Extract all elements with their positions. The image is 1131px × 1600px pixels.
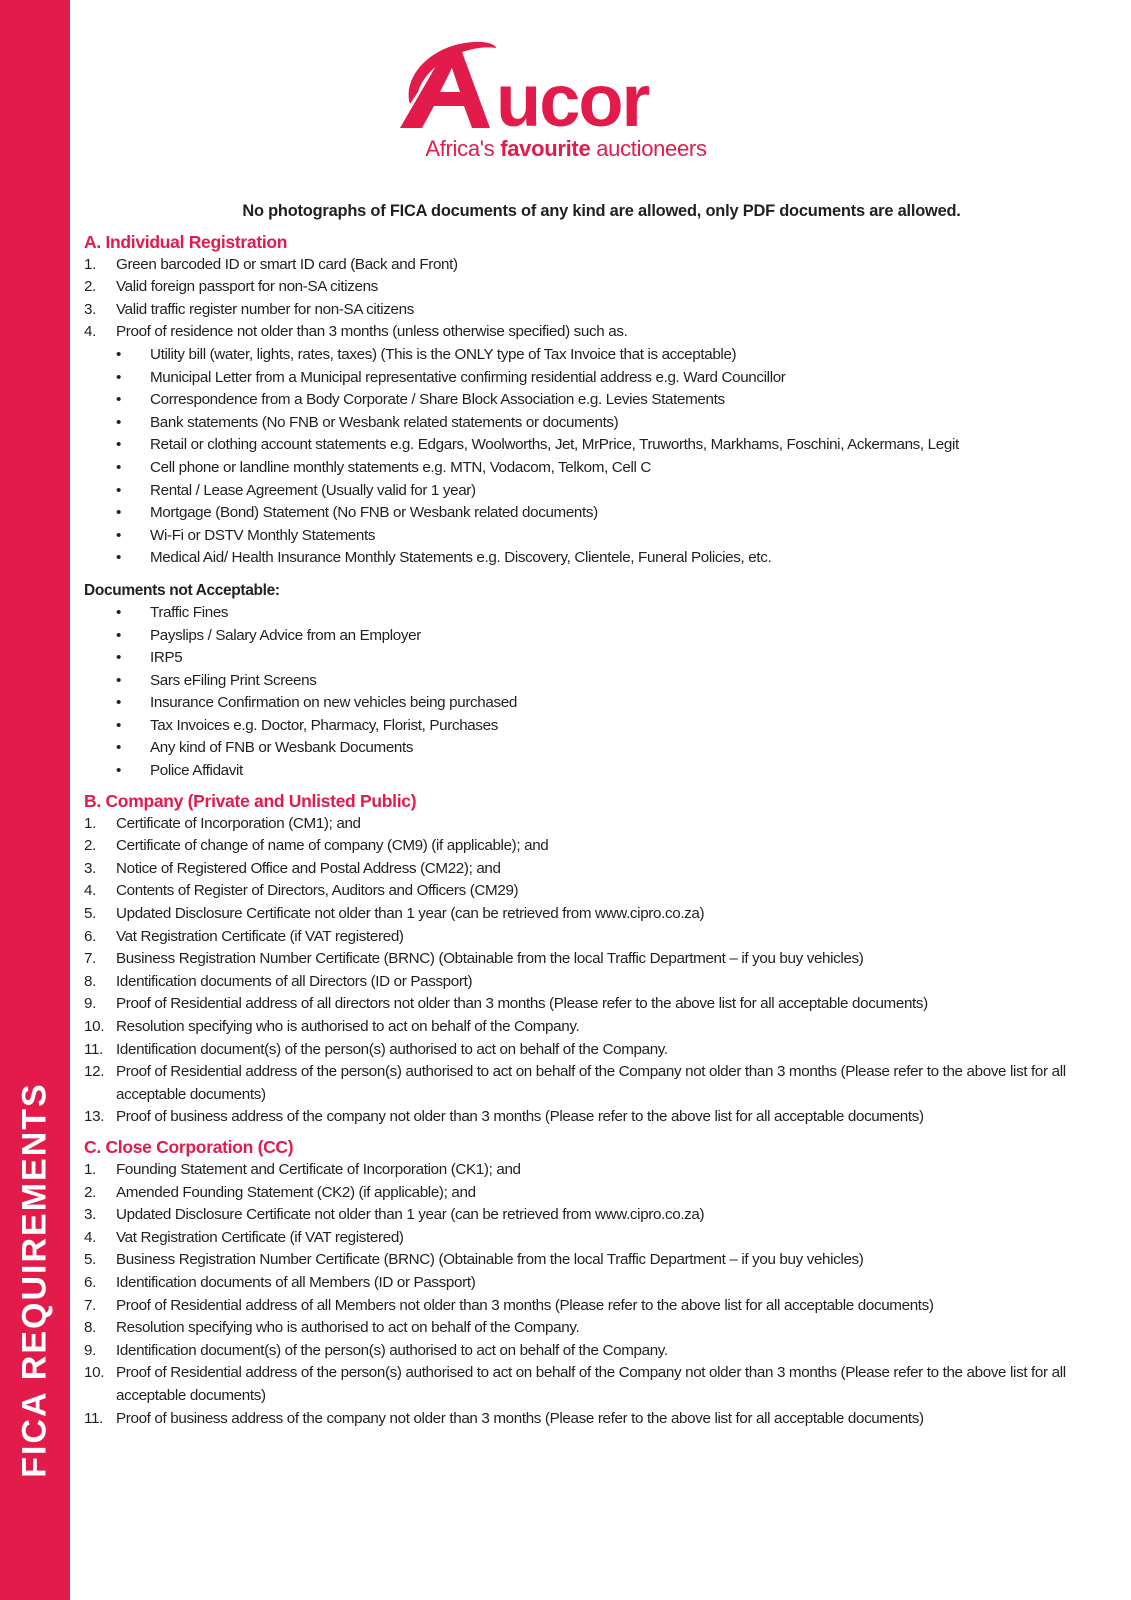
item-text: Updated Disclosure Certificate not older than 1 year (can be retrieved from www.cipro.co.za) (116, 905, 705, 923)
item-text: Notice of Registered Office and Postal Address (CM22); and (116, 859, 501, 877)
logo-wordmark: ucor (496, 59, 649, 142)
list-item (84, 715, 1119, 738)
list-item (84, 1204, 1119, 1227)
bullet-icon: • (116, 458, 121, 476)
list-item (84, 1227, 1119, 1250)
item-text: Business Registration Number Certificate (BRNC) (Obtainable from the local Traffic Department – if you buy vehicles) (116, 1251, 864, 1269)
section-b-list (84, 813, 1119, 1129)
list-item (84, 1249, 1119, 1272)
list-item (84, 412, 1119, 435)
sidebar-title: FICA REQUIREMENTS (15, 1082, 54, 1478)
bullet-icon: • (116, 649, 121, 667)
list-item (84, 525, 1119, 548)
list-item (84, 858, 1119, 881)
item-number: 13. (84, 1108, 105, 1126)
list-item (84, 1362, 1119, 1407)
item-text: Valid traffic register number for non-SA citizens (116, 300, 414, 318)
list-item (84, 948, 1119, 971)
bullet-icon: • (116, 368, 121, 386)
item-text: Certificate of change of name of company (CM9) (if applicable); and (116, 837, 549, 855)
item-text: Cell phone or landline monthly statements e.g. MTN, Vodacom, Telkom, Cell C (150, 458, 652, 476)
list-item (84, 813, 1119, 836)
item-text: IRP5 (150, 649, 183, 667)
item-text: Identification document(s) of the person(s) authorised to act on behalf of the Company. (116, 1341, 668, 1359)
item-text: Tax Invoices e.g. Doctor, Pharmacy, Florist, Purchases (150, 716, 498, 734)
item-number: 3. (84, 300, 96, 318)
item-text: Green barcoded ID or smart ID card (Back and Front) (116, 255, 458, 273)
item-number: 2. (84, 278, 96, 296)
list-item (84, 670, 1119, 693)
list-item (84, 692, 1119, 715)
bullet-icon: • (116, 504, 121, 522)
item-text: Insurance Confirmation on new vehicles being purchased (150, 694, 517, 712)
item-number: 2. (84, 837, 96, 855)
list-item (84, 1016, 1119, 1039)
list-item (84, 602, 1119, 625)
item-number: 7. (84, 1296, 96, 1314)
item-text: Traffic Fines (150, 603, 229, 621)
item-number: 8. (84, 1319, 96, 1337)
residence-proof-list (84, 344, 1119, 570)
item-text: Sars eFiling Print Screens (150, 671, 317, 689)
item-text: Utility bill (water, lights, rates, taxes) (This is the ONLY type of Tax Invoice that is acceptable) (150, 345, 737, 363)
item-number: 1. (84, 1160, 96, 1178)
item-number: 4. (84, 1228, 96, 1246)
item-text: Vat Registration Certificate (if VAT registered) (116, 1228, 404, 1246)
item-text: Retail or clothing account statements e.g. Edgars, Woolworths, Jet, MrPrice, Truworths, Markhams, Foschini, Ackermans, Legit (150, 436, 959, 454)
list-item (84, 457, 1119, 480)
section-a-list (84, 254, 1119, 344)
section-a-title: A. Individual Registration (84, 231, 288, 252)
tagline: Africa's favourite auctioneers (425, 136, 707, 161)
item-text: Proof of business address of the company not older than 3 months (Please refer to the above list for all acceptable documents) (116, 1108, 924, 1126)
list-item (84, 926, 1119, 949)
item-number: 8. (84, 972, 96, 990)
item-number: 10. (84, 1018, 105, 1035)
item-number: 1. (84, 255, 96, 273)
list-item (84, 1182, 1119, 1205)
bullet-icon: • (116, 603, 121, 621)
list-item (84, 625, 1119, 648)
item-number: 7. (84, 950, 96, 968)
not-acceptable-title: Documents not Acceptable: (84, 581, 280, 599)
list-item (84, 760, 1119, 783)
list-item (84, 276, 1119, 299)
list-item (84, 1039, 1119, 1062)
list-item (84, 1340, 1119, 1363)
pdf-only-notice: No photographs of FICA documents of any kind are allowed, only PDF documents are allowed. (242, 202, 961, 220)
section-b-title: B. Company (Private and Unlisted Public) (84, 790, 417, 811)
item-text: Vat Registration Certificate (if VAT registered) (116, 927, 404, 945)
item-number: 4. (84, 882, 96, 900)
item-number: 3. (84, 1206, 96, 1224)
list-item (84, 321, 1119, 344)
item-number: 4. (84, 323, 96, 341)
list-item (84, 389, 1119, 412)
bullet-icon: • (116, 626, 121, 644)
list-item (84, 880, 1119, 903)
item-text: Contents of Register of Directors, Auditors and Officers (CM29) (116, 882, 519, 900)
item-text: Updated Disclosure Certificate not older than 1 year (can be retrieved from www.cipro.co.za) (116, 1206, 705, 1224)
sidebar-banner (0, 0, 72, 1600)
list-item (84, 993, 1119, 1016)
item-number: 5. (84, 905, 96, 923)
item-text: Rental / Lease Agreement (Usually valid for 1 year) (150, 481, 476, 499)
item-text: Identification documents of all Members (ID or Passport) (116, 1273, 476, 1291)
item-number: 9. (84, 1341, 96, 1359)
item-text: Proof of Residential address of the person(s) authorised to act on behalf of the Company not older than 3 months (Please refer to the above list for all acceptable documents) (116, 1364, 1066, 1404)
item-text: Any kind of FNB or Wesbank Documents (150, 739, 414, 757)
item-number: 11. (84, 1409, 103, 1427)
bullet-icon: • (116, 739, 121, 757)
item-text: Police Affidavit (150, 762, 243, 780)
item-number: 2. (84, 1183, 96, 1201)
list-item (84, 835, 1119, 858)
list-item (84, 1159, 1119, 1182)
bullet-icon: • (116, 716, 121, 734)
list-item (84, 367, 1119, 390)
item-text: Identification documents of all Directors (ID or Passport) (116, 972, 473, 990)
item-text: Municipal Letter from a Municipal representative confirming residential address e.g. Ward Councillor (150, 368, 786, 386)
item-text: Proof of Residential address of all Members not older than 3 months (Please refer to the above list for all acceptable documents) (116, 1296, 934, 1314)
item-number: 5. (84, 1251, 96, 1269)
bullet-icon: • (116, 671, 121, 689)
list-item (84, 1061, 1119, 1106)
bullet-icon: • (116, 391, 121, 409)
item-text: Correspondence from a Body Corporate / Share Block Association e.g. Levies Statements (150, 391, 725, 409)
list-item (84, 1272, 1119, 1295)
list-item (84, 1106, 1119, 1129)
item-text: Medical Aid/ Health Insurance Monthly Statements e.g. Discovery, Clientele, Funeral Policies, etc. (150, 549, 772, 567)
item-text: Mortgage (Bond) Statement (No FNB or Wesbank related documents) (150, 504, 598, 522)
item-number: 9. (84, 995, 96, 1013)
list-item (84, 737, 1119, 760)
list-item (84, 547, 1119, 570)
section-c-list (84, 1159, 1119, 1430)
bullet-icon: • (116, 436, 121, 454)
item-text: Proof of business address of the company not older than 3 months (Please refer to the above list for all acceptable documents) (116, 1409, 924, 1427)
list-item (84, 254, 1119, 277)
list-item (84, 299, 1119, 322)
item-number: 12. (84, 1063, 105, 1081)
bullet-icon: • (116, 481, 121, 499)
item-text: Proof of Residential address of the person(s) authorised to act on behalf of the Company not older than 3 months (Please refer to the above list for all acceptable documents) (116, 1063, 1066, 1103)
bullet-icon: • (116, 549, 121, 567)
list-item (84, 971, 1119, 994)
list-item (84, 903, 1119, 926)
list-item (84, 647, 1119, 670)
document-body (84, 200, 1119, 1430)
item-text: Bank statements (No FNB or Wesbank related statements or documents) (150, 413, 619, 431)
item-text: Certificate of Incorporation (CM1); and (116, 814, 361, 832)
bullet-icon: • (116, 345, 121, 363)
item-text: Resolution specifying who is authorised to act on behalf of the Company. (116, 1319, 580, 1337)
item-text: Payslips / Salary Advice from an Employer (150, 626, 421, 644)
bullet-icon: • (116, 694, 121, 712)
item-text: Founding Statement and Certificate of Incorporation (CK1); and (116, 1160, 521, 1178)
item-number: 10. (84, 1364, 105, 1382)
section-c-title: C. Close Corporation (CC) (84, 1136, 294, 1157)
bullet-icon: • (116, 526, 121, 544)
item-text: Amended Founding Statement (CK2) (if applicable); and (116, 1183, 476, 1201)
item-text: Wi-Fi or DSTV Monthly Statements (150, 526, 376, 544)
item-number: 6. (84, 927, 96, 945)
bullet-icon: • (116, 413, 121, 431)
list-item (84, 344, 1119, 367)
list-item (84, 434, 1119, 457)
item-number: 6. (84, 1273, 96, 1291)
item-text: Resolution specifying who is authorised to act on behalf of the Company. (116, 1018, 580, 1035)
item-text: Identification document(s) of the person(s) authorised to act on behalf of the Company. (116, 1040, 668, 1058)
item-number: 3. (84, 859, 96, 877)
not-acceptable-list (84, 602, 1119, 783)
item-text: Proof of residence not older than 3 months (unless otherwise specified) such as. (116, 323, 628, 341)
bullet-icon: • (116, 762, 121, 780)
list-item (84, 1317, 1119, 1340)
list-item (84, 1295, 1119, 1318)
list-item (84, 502, 1119, 525)
item-text: Proof of Residential address of all directors not older than 3 months (Please refer to the above list for all acceptable documents) (116, 995, 928, 1013)
list-item (84, 1408, 1119, 1431)
item-number: 1. (84, 814, 96, 832)
item-text: Valid foreign passport for non-SA citizens (116, 278, 378, 296)
item-number: 11. (84, 1040, 103, 1058)
item-text: Business Registration Number Certificate (BRNC) (Obtainable from the local Traffic Department – if you buy vehicles) (116, 950, 864, 968)
list-item (84, 480, 1119, 503)
